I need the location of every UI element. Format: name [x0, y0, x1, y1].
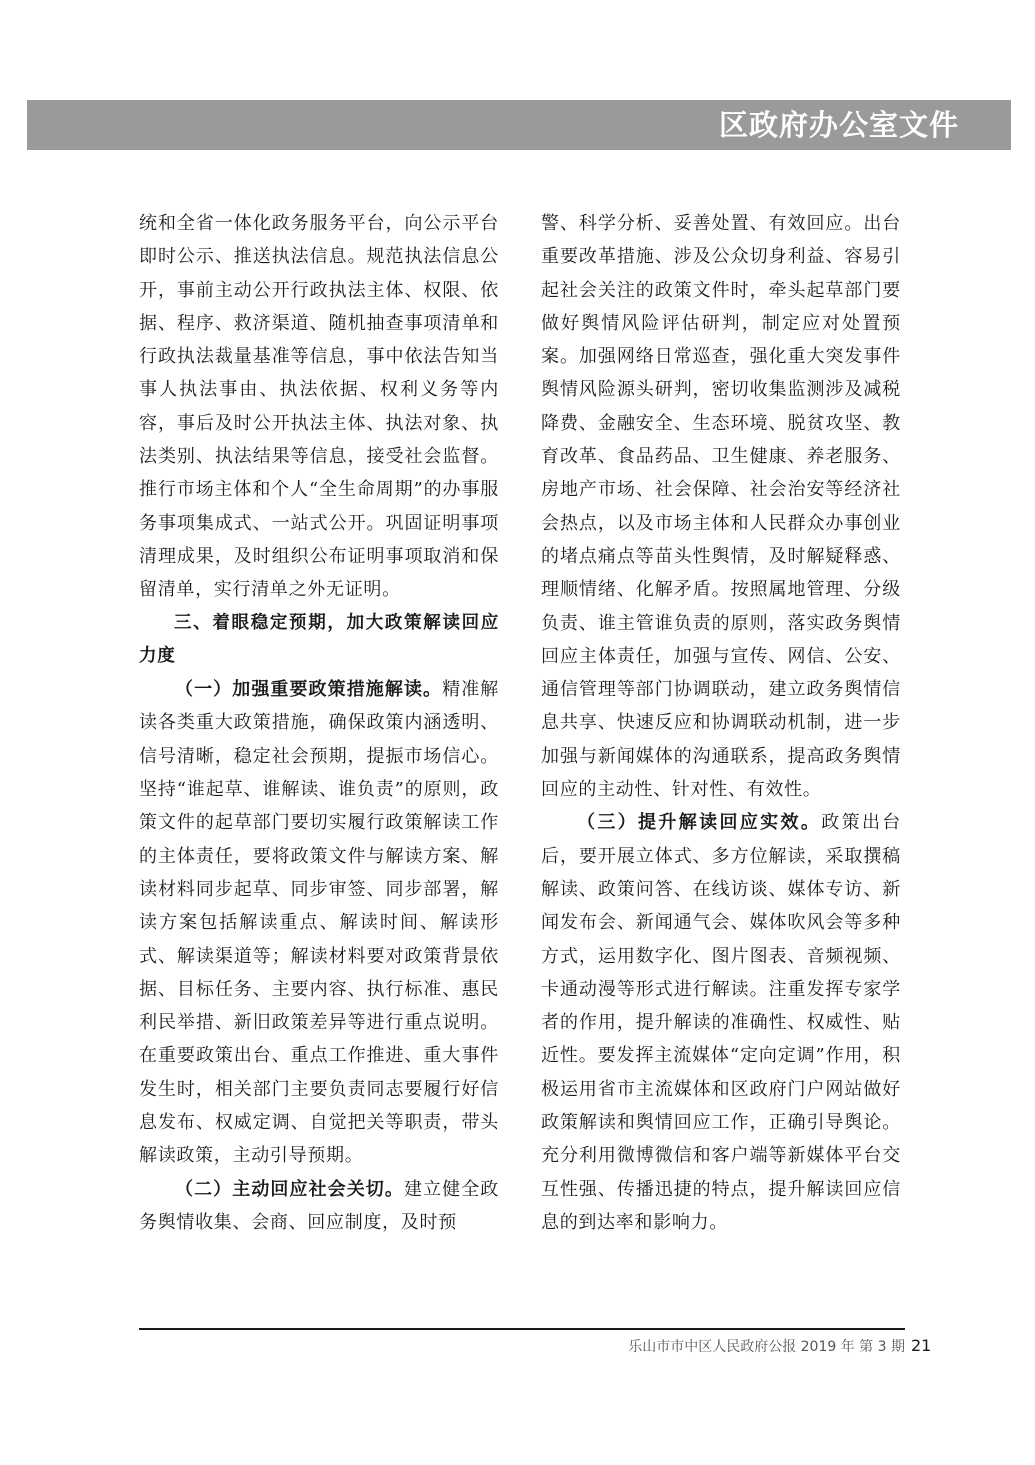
section-title: 区政府办公室文件	[718, 108, 959, 142]
section-heading: 三、着眼稳定预期，加大政策解读回应力度	[139, 612, 499, 666]
right-paragraph-2	[541, 806, 901, 1239]
left-column	[139, 207, 499, 1239]
subsection-body-1: 精准解读各类重大政策措施，确保政策内涵透明、信号清晰，稳定社会预期，提振市场信心。坚持“谁起草、谁解读、谁负责”的原则，政策文件的起草部门要切实履行政策解读工作的主体责任，要将政策文件与解读方案、解读材料同步起草、同步审签、同步部署，解读方案包括解读重点、解读时间、解读形式、解读渠道等；解读材料要对政策背景依据、目标任务、主要内容、执行标准、惠民利民举措、新旧政策差异等进行重点说明。在重要政策出台、重点工作推进、重大事件发生时，相关部门主要负责同志要履行好信息发布、权威定调、自觉把关等职责，带头解读政策，主动引导预期。	[139, 679, 499, 1167]
right-column	[541, 207, 901, 1239]
subsection-body-2: 建立健全政务舆情收集、会商、回应制度，及时预	[139, 1178, 500, 1233]
footer-divider	[139, 1328, 905, 1330]
subsection-lead-3: （三）提升解读回应实效。	[577, 812, 822, 834]
header-band	[27, 100, 1011, 150]
page-number: 21	[911, 1336, 932, 1355]
publication-info: 乐山市市中区人民政府公报 2019 年 第 3 期	[628, 1339, 905, 1355]
subsection-lead-1: （一）加强重要政策措施解读。	[175, 679, 443, 701]
left-paragraph-3	[139, 1173, 499, 1240]
subsection-body-3: 政策出台后，要开展立体式、多方位解读，采取撰稿解读、政策问答、在线访谈、媒体专访、新闻发布会、新闻通气会、媒体吹风会等多种方式，运用数字化、图片图表、音频视频、卡通动漫等形式进行解读。注重发挥专家学者的作用，提升解读的准确性、权威性、贴近性。要发挥主流媒体“定向定调”作用，积极运用省市主流媒体和区政府门户网站做好政策解读和舆情回应工作，正确引导舆论。充分利用微博微信和客户端等新媒体平台交互性强、传播迅捷的特点，提升解读回应信息的到达率和影响力。	[541, 812, 901, 1233]
left-paragraph-1: 统和全省一体化政务服务平台，向公示平台即时公示、推送执法信息。规范执法信息公开，事前主动公开行政执法主体、权限、依据、程序、救济渠道、随机抽查事项清单和行政执法裁量基准等信息，事中依法告知当事人执法事由、执法依据、权利义务等内容，事后及时公开执法主体、执法对象、执法类别、执法结果等信息，接受社会监督。推行市场主体和个人“全生命周期”的办事服务事项集成式、一站式公开。巩固证明事项清理成果，及时组织公布证明事项取消和保留清单，实行清单之外无证明。	[139, 213, 499, 601]
subsection-lead-2: （二）主动回应社会关切。	[175, 1178, 404, 1200]
right-paragraph-1: 警、科学分析、妥善处置、有效回应。出台重要改革措施、涉及公众切身利益、容易引起社会关注的政策文件时，牵头起草部门要做好舆情风险评估研判，制定应对处置预案。加强网络日常巡查，强化重大突发事件舆情风险源头研判，密切收集监测涉及减税降费、金融安全、生态环境、脱贫攻坚、教育改革、食品药品、卫生健康、养老服务、房地产市场、社会保障、社会治安等经济社会热点，以及市场主体和人民群众办事创业的堵点痛点等苗头性舆情，及时解疑释惑、理顺情绪、化解矛盾。按照属地管理、分级负责、谁主管谁负责的原则，落实政务舆情回应主体责任，加强与宣传、网信、公安、通信管理等部门协调联动，建立政务舆情信息共享、快速反应和协调联动机制，进一步加强与新闻媒体的沟通联系，提高政务舆情回应的主动性、针对性、有效性。	[541, 213, 901, 801]
left-paragraph-2	[139, 673, 499, 1172]
